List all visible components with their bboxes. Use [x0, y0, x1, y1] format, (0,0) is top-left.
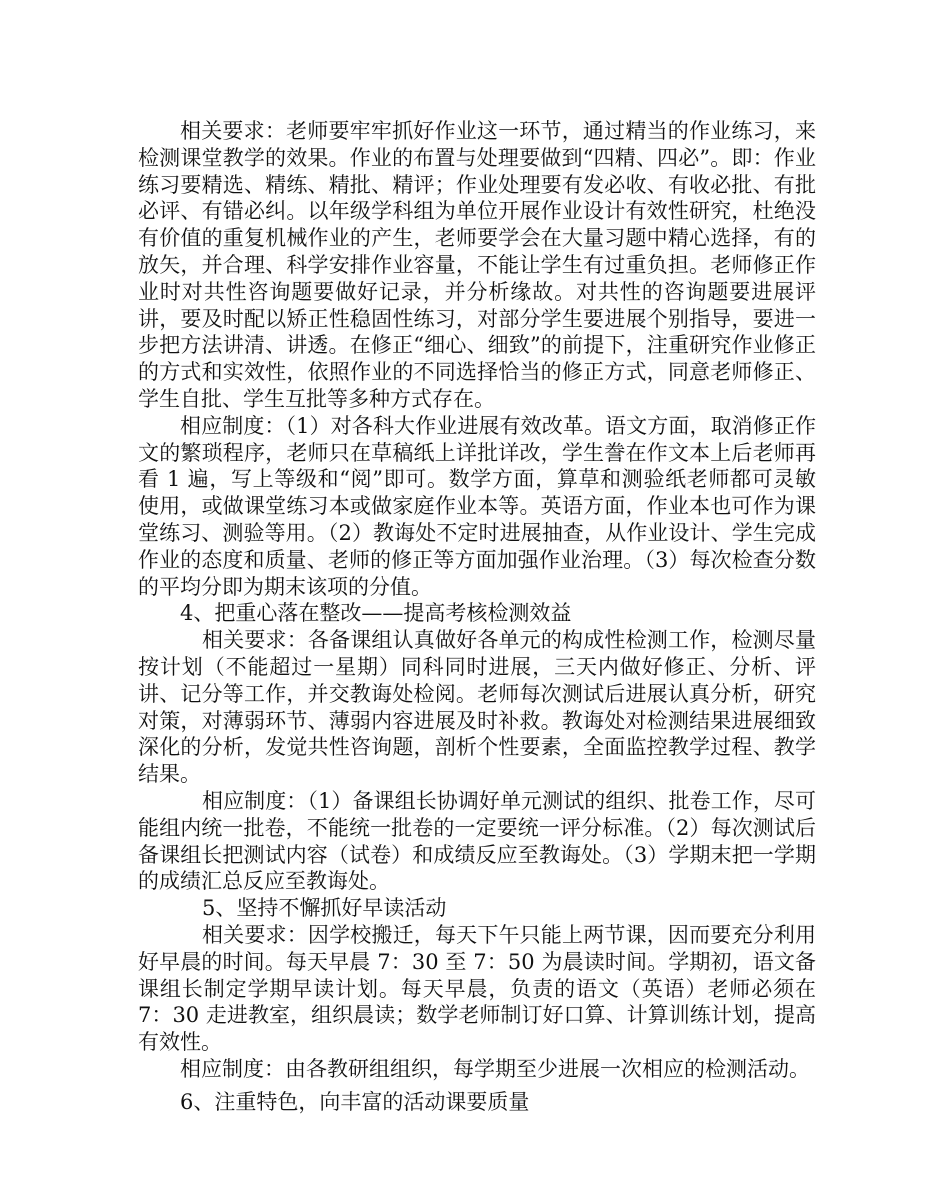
section-heading-4: 4、把重心落在整改——提高考核检测效益 — [180, 601, 572, 626]
paragraph-morning-reading-system: 相应制度：由各教研组组织，每学期至少进展一次相应的检测活动。 — [180, 1056, 810, 1081]
paragraph-homework-system: 相应制度：（1）对各科大作业进展有效改革。语文方面，取消修正作文的繁琐程序，老师只在草稿纸上详批详改，学生誊在作文本上后老师再看 1 遍，写上等级和“阅”即可。数学方面，算草和测验纸老师都可灵敏使用，或做课堂练习本或做家庭作业本等。英语方面，作业本也可作为课堂练习、测验等用。（2）教诲处不定时进展抽查，从作业设计、学生完成作业的态度和质量、老师的修正等方面加强作业治理。（3）每次检查分数的平均分即为期末该项的分值。 — [138, 413, 816, 599]
paragraph-testing-requirements: 相关要求：各备课组认真做好各单元的构成性检测工作，检测尽量按计划（不能超过一星期）同科同时进展，三天内做好修正、分析、评讲、记分等工作，并交教诲处检阅。老师每次测试后进展认真分析，研究对策，对薄弱环节、薄弱内容进展及时补救。教诲处对检测结果进展细致深化的分析，发觉共性咨询题，剖析个性要素，全面监控教学过程、教学结果。 — [138, 628, 816, 787]
paragraph-homework-requirements: 相关要求：老师要牢牢抓好作业这一环节，通过精当的作业练习，来检测课堂教学的效果。作业的布置与处理要做到“四精、四必”。即：作业练习要精选、精练、精批、精评；作业处理要有发必收、有收必批、有批必评、有错必纠。以年级学科组为单位开展作业设计有效性研究，杜绝没有价值的重复机械作业的产生，老师要学会在大量习题中精心选择，有的放矢，并合理、科学安排作业容量，不能让学生有过重负担。老师修正作业时对共性咨询题要做好记录，并分析缘故。对共性的咨询题要进展评讲，要及时配以矫正性稳固性练习，对部分学生要进展个别指导，要进一步把方法讲清、讲透。在修正“细心、细致”的前提下，注重研究作业修正的方式和实效性，依照作业的不同选择恰当的修正方式，同意老师修正、学生自批、学生互批等多种方式存在。 — [138, 119, 816, 411]
paragraph-testing-system: 相应制度：（1）备课组长协调好单元测试的组织、批卷工作，尽可能组内统一批卷，不能统一批卷的一定要统一评分标准。（2）每次测试后备课组长把测试内容（试卷）和成绩反应至教诲处。（3）学期末把一学期的成绩汇总反应至教诲处。 — [138, 788, 816, 894]
section-heading-5: 5、坚持不懈抓好早读活动 — [202, 896, 447, 921]
document-page — [138, 118, 816, 1115]
section-heading-6: 6、注重特色，向丰富的活动课要质量 — [180, 1089, 530, 1114]
paragraph-morning-reading-requirements: 相关要求：因学校搬迁，每天下午只能上两节课，因而要充分利用好早晨的时间。每天早晨 7：30 至 7：50 为晨读时间。学期初，语文备课组长制定学期早读计划。每天早晨，负责的语文（英语）老师必须在 7：30 走进教室，组织晨读；数学老师制订好口算、计算训练计划，提高有效性。 — [138, 922, 816, 1055]
